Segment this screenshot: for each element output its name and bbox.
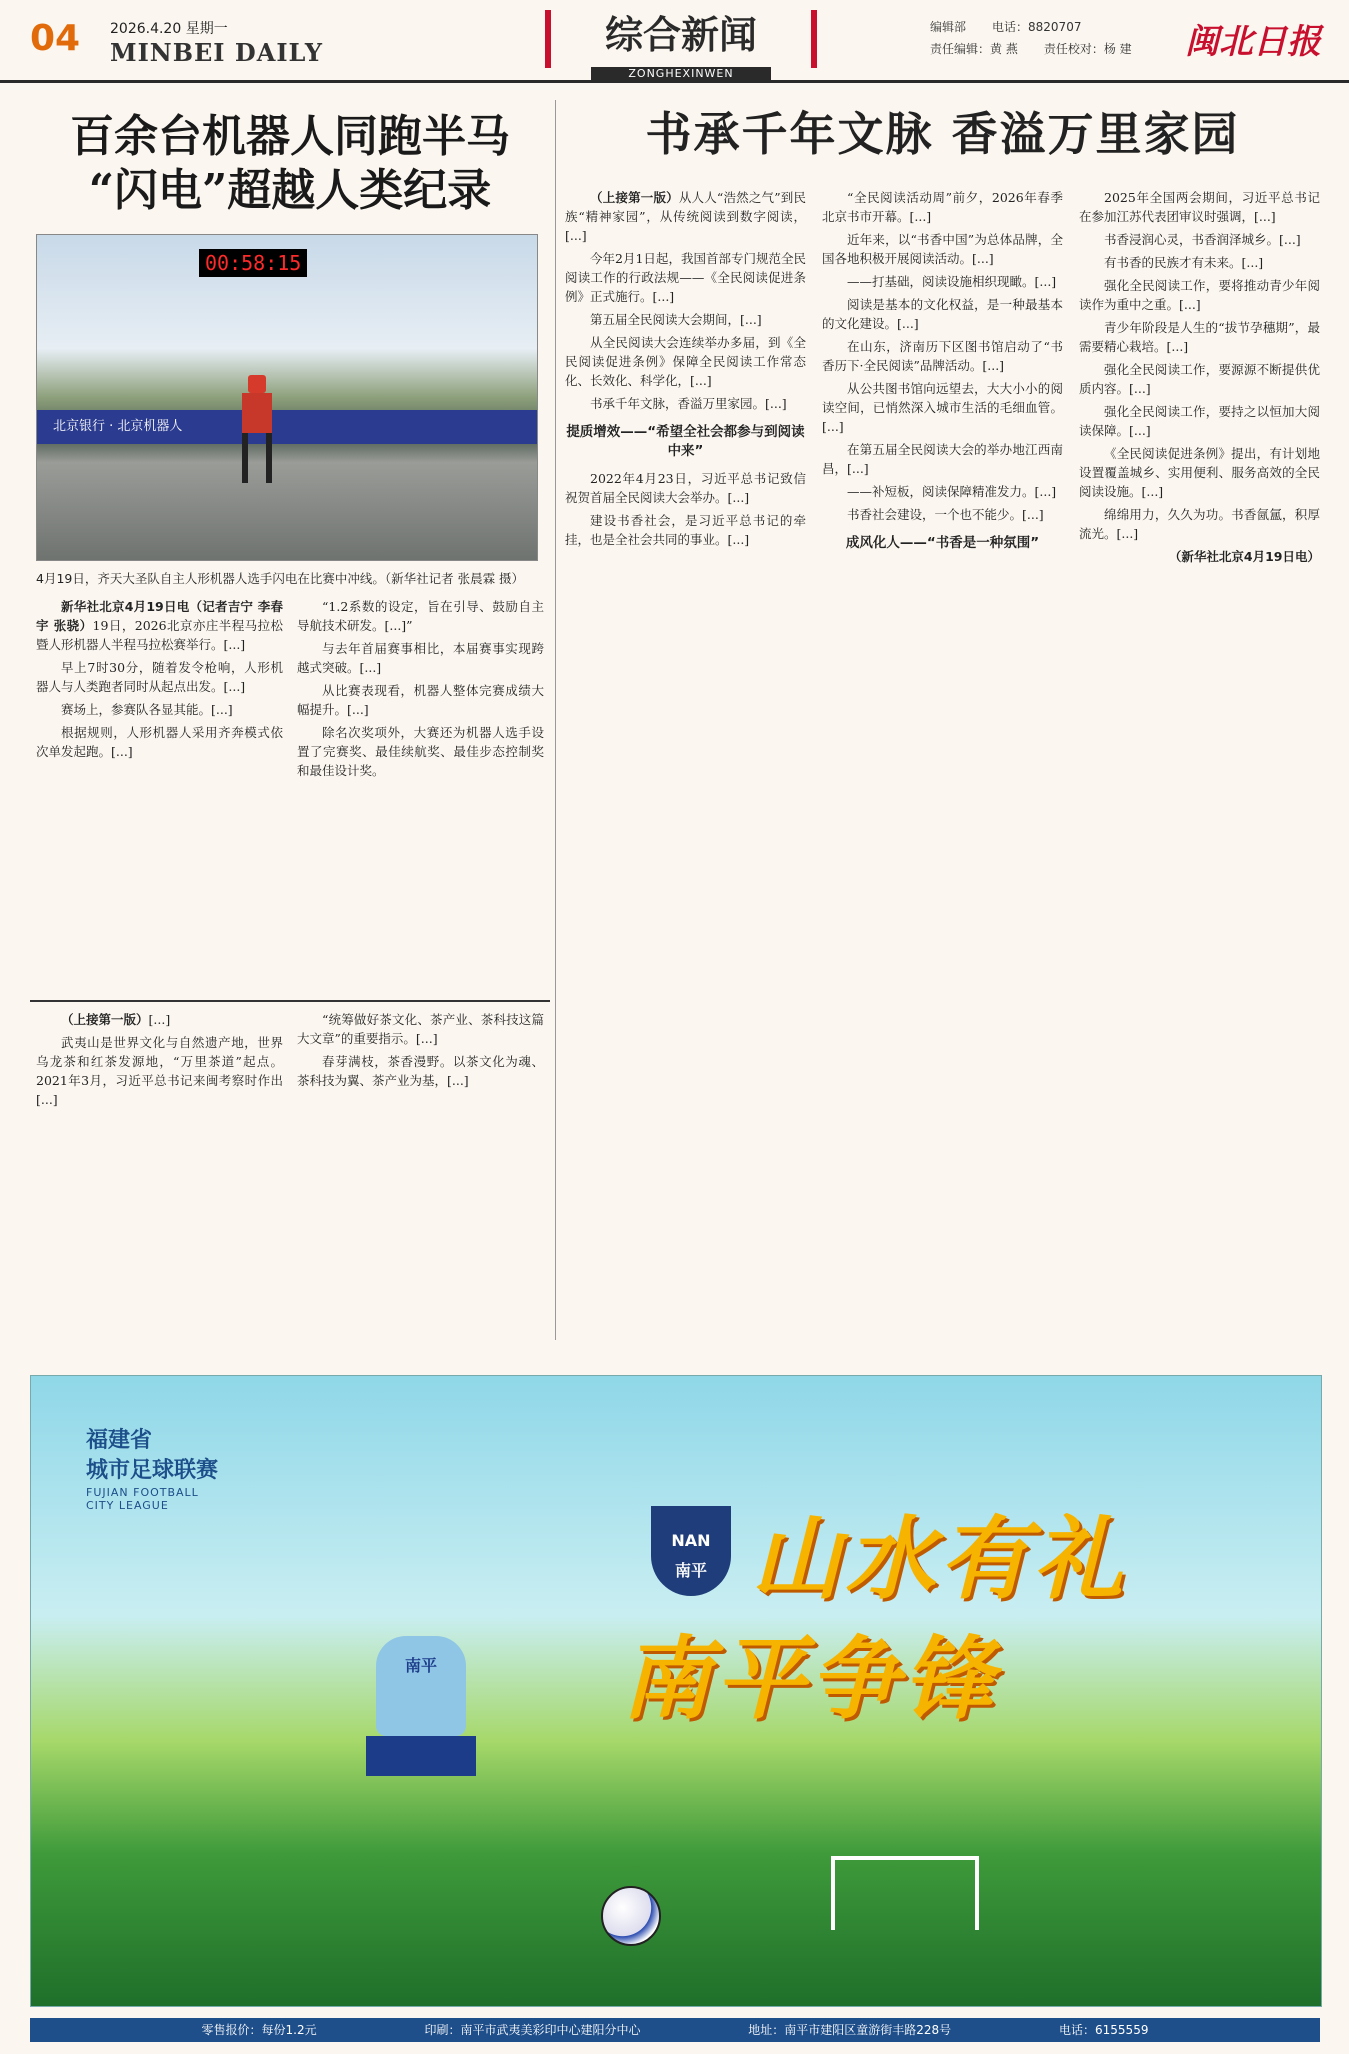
- right-subhead: 提质增效——“希望全社会都参与到阅读中来”: [566, 424, 805, 459]
- left-paragraph: 19日，2026北京亦庄半程马拉松暨人形机器人半程马拉松赛举行。[...]: [36, 618, 284, 652]
- right-paragraph: 2022年4月23日，习近平总书记致信祝贺首届全民阅读大会举办。[...]: [565, 471, 806, 505]
- right-paragraph: 青少年阶段是人生的“拔节孕穗期”，最需要精心栽培。[...]: [1079, 320, 1320, 354]
- right-paragraph: 从全民阅读大会连续举办多届，到《全民阅读促进条例》保障全民阅读工作常态化、长效化、科学化，[...]: [565, 335, 806, 388]
- left-headline: 百余台机器人同跑半马 “闪电”超越人类纪录: [70, 111, 510, 216]
- footer-address: 地址：南平市建阳区童游街丰路228号: [748, 2023, 952, 2037]
- section-title: [545, 10, 817, 80]
- robot-icon: [242, 375, 272, 485]
- paper-name-en: MINBEI DAILY: [110, 38, 324, 67]
- staff-dept: 编辑部: [930, 20, 967, 34]
- team-badge-en: NAN: [671, 1531, 711, 1550]
- section-title-cn: 综合新闻: [604, 12, 757, 57]
- slogan-line-1: 山水有礼: [751, 1506, 1127, 1612]
- right-paragraph: 有书香的民族才有未来。[...]: [1104, 255, 1264, 270]
- right-paragraph: “全民阅读活动周”前夕，2026年春季北京书市开幕。[...]: [822, 190, 1063, 224]
- right-headline: 书承千年文脉 香溢万里家园: [645, 107, 1240, 161]
- race-timer: 00:58:15: [199, 249, 307, 277]
- slogan-line-2: 南平争锋: [621, 1626, 997, 1732]
- footer-printer: 印刷：南平市武夷美彩印中心建阳分中心: [424, 2023, 641, 2037]
- issue-date: 2026.4.20 星期一: [110, 21, 228, 37]
- footer-bar: [30, 2018, 1320, 2042]
- league-logo: [86, 1426, 218, 1512]
- left-paragraph: 根据规则，人形机器人采用齐奔模式依次单发起跑。[...]: [36, 725, 283, 759]
- league-name-en-2: CITY LEAGUE: [86, 1499, 169, 1512]
- left-paragraph: “1.2系数的设定，旨在引导、鼓励自主导航技术研发。[...]”: [297, 599, 544, 633]
- football-icon: [601, 1886, 661, 1946]
- left-byline: 新华社北京4月19日电（记者吉宁 李春宇 张骁）: [36, 599, 283, 633]
- right-paragraph: 从公共图书馆向远望去，大大小小的阅读空间，已悄然深入城市生活的毛细血管。[...]: [822, 381, 1063, 434]
- left-paragraph: 除名次奖项外，大赛还为机器人选手设置了完赛奖、最佳续航奖、最佳步态控制奖和最佳设计奖。: [297, 725, 544, 778]
- right-paragraph: 强化全民阅读工作，要持之以恒加大阅读保障。[...]: [1079, 404, 1320, 438]
- league-name-cn-1: 福建省: [86, 1428, 153, 1453]
- staff-editor: 责任编辑：黄 燕: [930, 42, 1018, 56]
- left-paragraph: 从比赛表现看，机器人整体完赛成绩大幅提升。[...]: [297, 683, 544, 717]
- masthead: [0, 0, 1349, 83]
- league-name-cn-2: 城市足球联赛: [86, 1458, 219, 1483]
- race-photo: [36, 234, 538, 561]
- right-story: [565, 100, 1320, 1398]
- left-continued-body: [36, 1010, 544, 1109]
- right-paragraph: 在第五届全民阅读大会的举办地江西南昌，[...]: [822, 442, 1063, 476]
- right-paragraph: 2025年全国两会期间，习近平总书记在参加江苏代表团审议时强调，[...]: [1079, 190, 1320, 224]
- right-paragraph: 《全民阅读促进条例》提出，有计划地设置覆盖城乡、实用便利、服务高效的全民阅读设施。[...]: [1079, 446, 1320, 499]
- right-paragraph: 近年来，以“书香中国”为总体品牌，全国各地积极开展阅读活动。[...]: [822, 232, 1063, 266]
- right-paragraph: 今年2月1日起，我国首部专门规范全民阅读工作的行政法规——《全民阅读促进条例》正式施行。[...]: [565, 251, 806, 304]
- right-paragraph: 书香社会建设，一个也不能少。[...]: [847, 507, 1044, 522]
- right-paragraph: 第五届全民阅读大会期间，[...]: [590, 312, 762, 327]
- continued-paragraph: “统筹做好茶文化、茶产业、茶科技这篇大文章”的重要指示。[...]: [297, 1012, 544, 1046]
- staff-phone: 电话：8820707: [992, 20, 1082, 34]
- staff-credits: [930, 16, 1158, 60]
- continued-paragraph: 春芽满枝，茶香漫野。以茶文化为魂、茶科技为翼、茶产业为基，[...]: [297, 1054, 544, 1088]
- right-paragraph: 建设书香社会，是习近平总书记的牵挂，也是全社会共同的事业。[...]: [565, 513, 806, 547]
- football-league-ad: [30, 1375, 1322, 2007]
- right-paragraph: 书香浸润心灵，书香润泽城乡。[...]: [1104, 232, 1301, 247]
- right-paragraph: 强化全民阅读工作，要将推动青少年阅读作为重中之重。[...]: [1079, 278, 1320, 312]
- right-paragraph: 绵绵用力，久久为功。书香氤氲，积厚流光。[...]: [1079, 507, 1320, 541]
- league-name-en-1: FUJIAN FOOTBALL: [86, 1486, 199, 1499]
- sponsor-banner: 北京银行 · 北京机器人: [37, 410, 537, 444]
- right-paragraph: 书承千年文脉，香溢万里家园。[...]: [590, 396, 787, 411]
- continued-paragraph: 武夷山是世界文化与自然遗产地，世界乌龙茶和红茶发源地，“万里茶道”起点。2021年3月，习近平总书记来闽考察时作出[...]: [36, 1035, 283, 1107]
- paper-logo: 闽北日报: [1185, 22, 1321, 62]
- team-badge-cn: 南平: [674, 1561, 707, 1580]
- right-paragraph: 在山东，济南历下区图书馆启动了“书香历下·全民阅读”品牌活动。[...]: [822, 339, 1063, 373]
- section-title-en: ZONGHEXINWEN: [591, 67, 771, 80]
- right-byline: （上接第一版）: [590, 190, 679, 205]
- photo-caption: 4月19日，齐天大圣队自主人形机器人选手闪电在比赛中冲线。（新华社记者 张晨霖 摄）: [36, 571, 525, 586]
- right-paragraph: 强化全民阅读工作，要源源不断提供优质内容。[...]: [1079, 362, 1320, 396]
- column-divider: [555, 100, 556, 1340]
- left-paragraph: 与去年首届赛事相比，本届赛事实现跨越式突破。[...]: [297, 641, 544, 675]
- footer-price: 零售报价：每份1.2元: [201, 2023, 317, 2037]
- left-story: [30, 100, 550, 780]
- left-paragraph: 早上7时30分，随着发令枪响，人形机器人与人类跑者同时从起点出发。[...]: [36, 660, 283, 694]
- right-signoff: （新华社北京4月19日电）: [1168, 549, 1320, 564]
- right-paragraph: ——打基础，阅读设施相织现瞰。[...]: [847, 274, 1057, 289]
- page-number: 04: [30, 18, 81, 59]
- right-body: [565, 188, 1320, 1398]
- left-paragraph: 赛场上，参赛队各显其能。[...]: [61, 702, 233, 717]
- right-paragraph: 从人人“浩然之气”到民族“精神家园”，从传统阅读到数字阅读，[...]: [565, 190, 806, 243]
- staff-proofreader: 责任校对：杨 建: [1043, 42, 1132, 56]
- goal-icon: [831, 1856, 979, 1930]
- continued-byline: （上接第一版）: [61, 1012, 149, 1027]
- left-continued-story: [30, 1000, 550, 1109]
- continued-paragraph: [...]: [148, 1012, 171, 1027]
- jersey-text: 南平: [376, 1636, 466, 1736]
- right-paragraph: 阅读是基本的文化权益，是一种最基本的文化建设。[...]: [822, 297, 1063, 331]
- team-badge-icon: [651, 1506, 731, 1596]
- football-player-icon: [361, 1636, 481, 1856]
- right-paragraph: ——补短板，阅读保障精准发力。[...]: [847, 484, 1057, 499]
- right-subhead: 成风化人——“书香是一种氛围”: [845, 535, 1040, 551]
- footer-phone: 电话：6155559: [1059, 2023, 1149, 2037]
- left-body: [36, 597, 544, 780]
